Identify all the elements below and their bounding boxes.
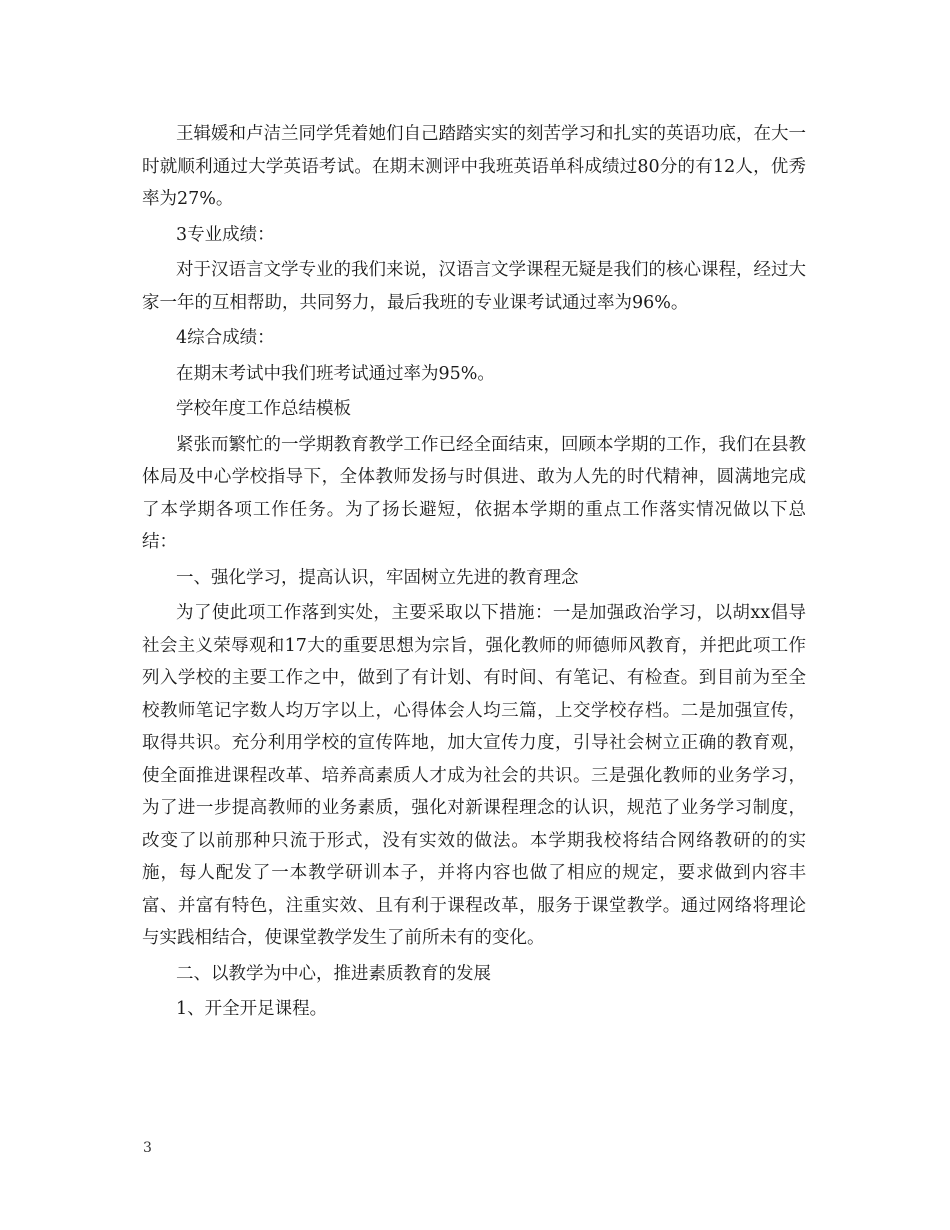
heading-overall-scores: 4综合成绩： — [176, 328, 275, 348]
heading-section-one: 一、强化学习，提高认识，牢固树立先进的教育理念 — [176, 567, 579, 588]
paragraph-overall-scores: 在期末考试中我们班考试通过率为95%。 — [176, 363, 495, 384]
section-title-school-summary: 学校年度工作总结模板 — [176, 399, 351, 419]
paragraph-english-scores: 王辑媛和卢洁兰同学凭着她们自己踏踏实实的刻苦学习和扎实的英语功底，在大一时就顺利通过大学英语考试。在期末测评中我班英语单科成绩过80分的有12人，优秀率为27%。 — [142, 124, 806, 209]
heading-item-one: 1、开全开足课程。 — [176, 999, 328, 1019]
heading-professional-scores: 3专业成绩： — [176, 224, 275, 245]
paragraph-professional-scores: 对于汉语言文学专业的我们来说，汉语言文学课程无疑是我们的核心课程，经过大家一年的互相帮助，共同努力，最后我班的专业课考试通过率为96%。 — [142, 260, 806, 313]
paragraph-intro: 紧张而繁忙的一学期教育教学工作已经全面结束，回顾本学期的工作，我们在县教体局及中心学校指导下，全体教师发扬与时俱进、敢为人先的时代精神，圆满地完成了本学期各项工作任务。为了扬长避短，依据本学期的重点工作落实情况做以下总结： — [142, 434, 806, 552]
heading-section-two: 二、以教学为中心，推进素质教育的发展 — [176, 963, 491, 984]
page-number: 3 — [143, 1140, 152, 1156]
paragraph-measures: 为了使此项工作落到实处，主要采取以下措施：一是加强政治学习，以胡xx倡导社会主义荣辱观和17大的重要思想为宗旨，强化教师的师德师风教育，并把此项工作列入学校的主要工作之中，做到了有计划、有时间、有笔记、有检查。到目前为至全校教师笔记字数人均万字以上，心得体会人均三篇，上交学校存档。二是加强宣传，取得共识。充分利用学校的宣传阵地，加大宣传力度，引导社会树立正确的教育观，使全面推进课程改革、培养高素质人才成为社会的共识。三是强化教师的业务学习，为了进一步提高教师的业务素质，强化对新课程理念的认识，规范了业务学习制度，改变了以前那种只流于形式，没有实效的做法。本学期我校将结合网络教研的的实施，每人配发了一本教学研训本子，并将内容也做了相应的规定，要求做到内容丰富、并富有特色，注重实效、且有利于课程改革，服务于课堂教学。通过网络将理论与实践相结合，使课堂教学发生了前所未有的变化。 — [142, 603, 806, 948]
document-body — [142, 118, 806, 1029]
